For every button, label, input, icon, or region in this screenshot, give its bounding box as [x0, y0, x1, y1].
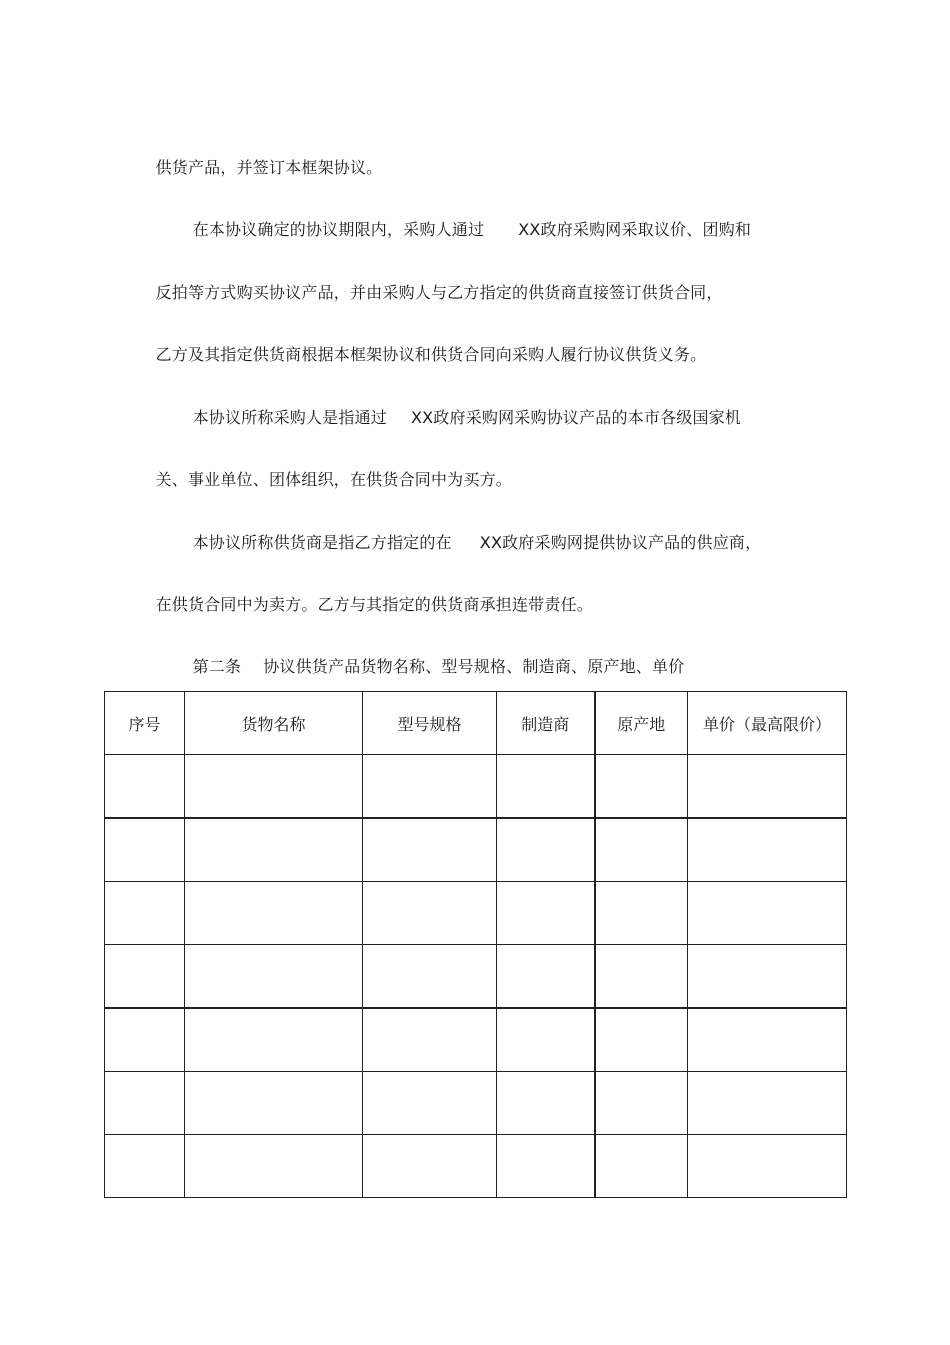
table-cell[interactable]: [185, 755, 363, 819]
table-cell[interactable]: [595, 755, 688, 819]
table-header-row: [105, 692, 847, 755]
table-cell[interactable]: [595, 1072, 688, 1135]
paragraph-line-2: 在本协议确定的协议期限内，采购人通过 XX政府采购网采取议价、团购和: [192, 220, 752, 239]
article-number: 第二条: [192, 657, 242, 676]
table-cell[interactable]: [595, 1008, 688, 1072]
table-cell[interactable]: [595, 818, 688, 882]
table-cell[interactable]: [363, 1008, 497, 1072]
table-row: [105, 882, 847, 945]
article-title: 协议供货产品货物名称、型号规格、制造商、原产地、单价: [263, 657, 685, 676]
table-cell[interactable]: [688, 882, 847, 945]
header-manufacturer: 制造商: [497, 692, 595, 755]
paragraph-line-1: 供货产品，并签订本框架协议。: [155, 158, 383, 177]
header-unit-price: 单价（最高限价）: [688, 692, 847, 755]
table-cell[interactable]: [497, 1135, 595, 1198]
table-row: [105, 945, 847, 1009]
table-cell[interactable]: [185, 1135, 363, 1198]
table-cell[interactable]: [363, 1072, 497, 1135]
header-origin: 原产地: [595, 692, 688, 755]
table-cell[interactable]: [688, 945, 847, 1009]
table-cell[interactable]: [185, 945, 363, 1009]
table-row: [105, 1135, 847, 1198]
table-cell[interactable]: [105, 1135, 185, 1198]
table-cell[interactable]: [497, 818, 595, 882]
table-cell[interactable]: [363, 882, 497, 945]
table-row: [105, 818, 847, 882]
header-index: 序号: [105, 692, 185, 755]
table-cell[interactable]: [363, 755, 497, 819]
table-cell[interactable]: [497, 1008, 595, 1072]
table-cell[interactable]: [688, 755, 847, 819]
table-row: [105, 1008, 847, 1072]
paragraph-line-8: 在供货合同中为卖方。乙方与其指定的供货商承担连带责任。: [155, 595, 593, 614]
table-row: [105, 755, 847, 819]
table-cell[interactable]: [595, 882, 688, 945]
table-cell[interactable]: [595, 945, 688, 1009]
header-goods-name: 货物名称: [185, 692, 363, 755]
table-cell[interactable]: [185, 818, 363, 882]
table-cell[interactable]: [688, 818, 847, 882]
table-cell[interactable]: [105, 818, 185, 882]
table-cell[interactable]: [105, 882, 185, 945]
table-cell[interactable]: [363, 945, 497, 1009]
table-row: [105, 1072, 847, 1135]
header-model-spec: 型号规格: [363, 692, 497, 755]
table-cell[interactable]: [497, 945, 595, 1009]
paragraph-line-4: 乙方及其指定供货商根据本框架协议和供货合同向采购人履行协议供货义务。: [155, 345, 707, 364]
paragraph-line-7: 本协议所称供货商是指乙方指定的在 XX政府采购网提供协议产品的供应商，: [192, 533, 762, 552]
table-cell[interactable]: [105, 1072, 185, 1135]
paragraph-line-3: 反拍等方式购买协议产品，并由采购人与乙方指定的供货商直接签订供货合同，: [155, 283, 723, 302]
paragraph-line-6: 关、事业单位、团体组织，在供货合同中为买方。: [155, 470, 512, 489]
table-cell[interactable]: [497, 755, 595, 819]
table-cell[interactable]: [105, 1008, 185, 1072]
table-cell[interactable]: [185, 1008, 363, 1072]
table-cell[interactable]: [497, 882, 595, 945]
product-table: [104, 691, 847, 1198]
article-heading: [182, 637, 684, 677]
table-cell[interactable]: [185, 882, 363, 945]
table-cell[interactable]: [105, 755, 185, 819]
table-cell[interactable]: [105, 945, 185, 1009]
table-cell[interactable]: [497, 1072, 595, 1135]
table-cell[interactable]: [688, 1072, 847, 1135]
table-cell[interactable]: [595, 1135, 688, 1198]
table-cell[interactable]: [688, 1135, 847, 1198]
table-cell[interactable]: [363, 1135, 497, 1198]
table-cell[interactable]: [363, 818, 497, 882]
paragraph-line-5: 本协议所称采购人是指通过 XX政府采购网采购协议产品的本市各级国家机: [192, 408, 742, 427]
table-cell[interactable]: [185, 1072, 363, 1135]
table-cell[interactable]: [688, 1008, 847, 1072]
